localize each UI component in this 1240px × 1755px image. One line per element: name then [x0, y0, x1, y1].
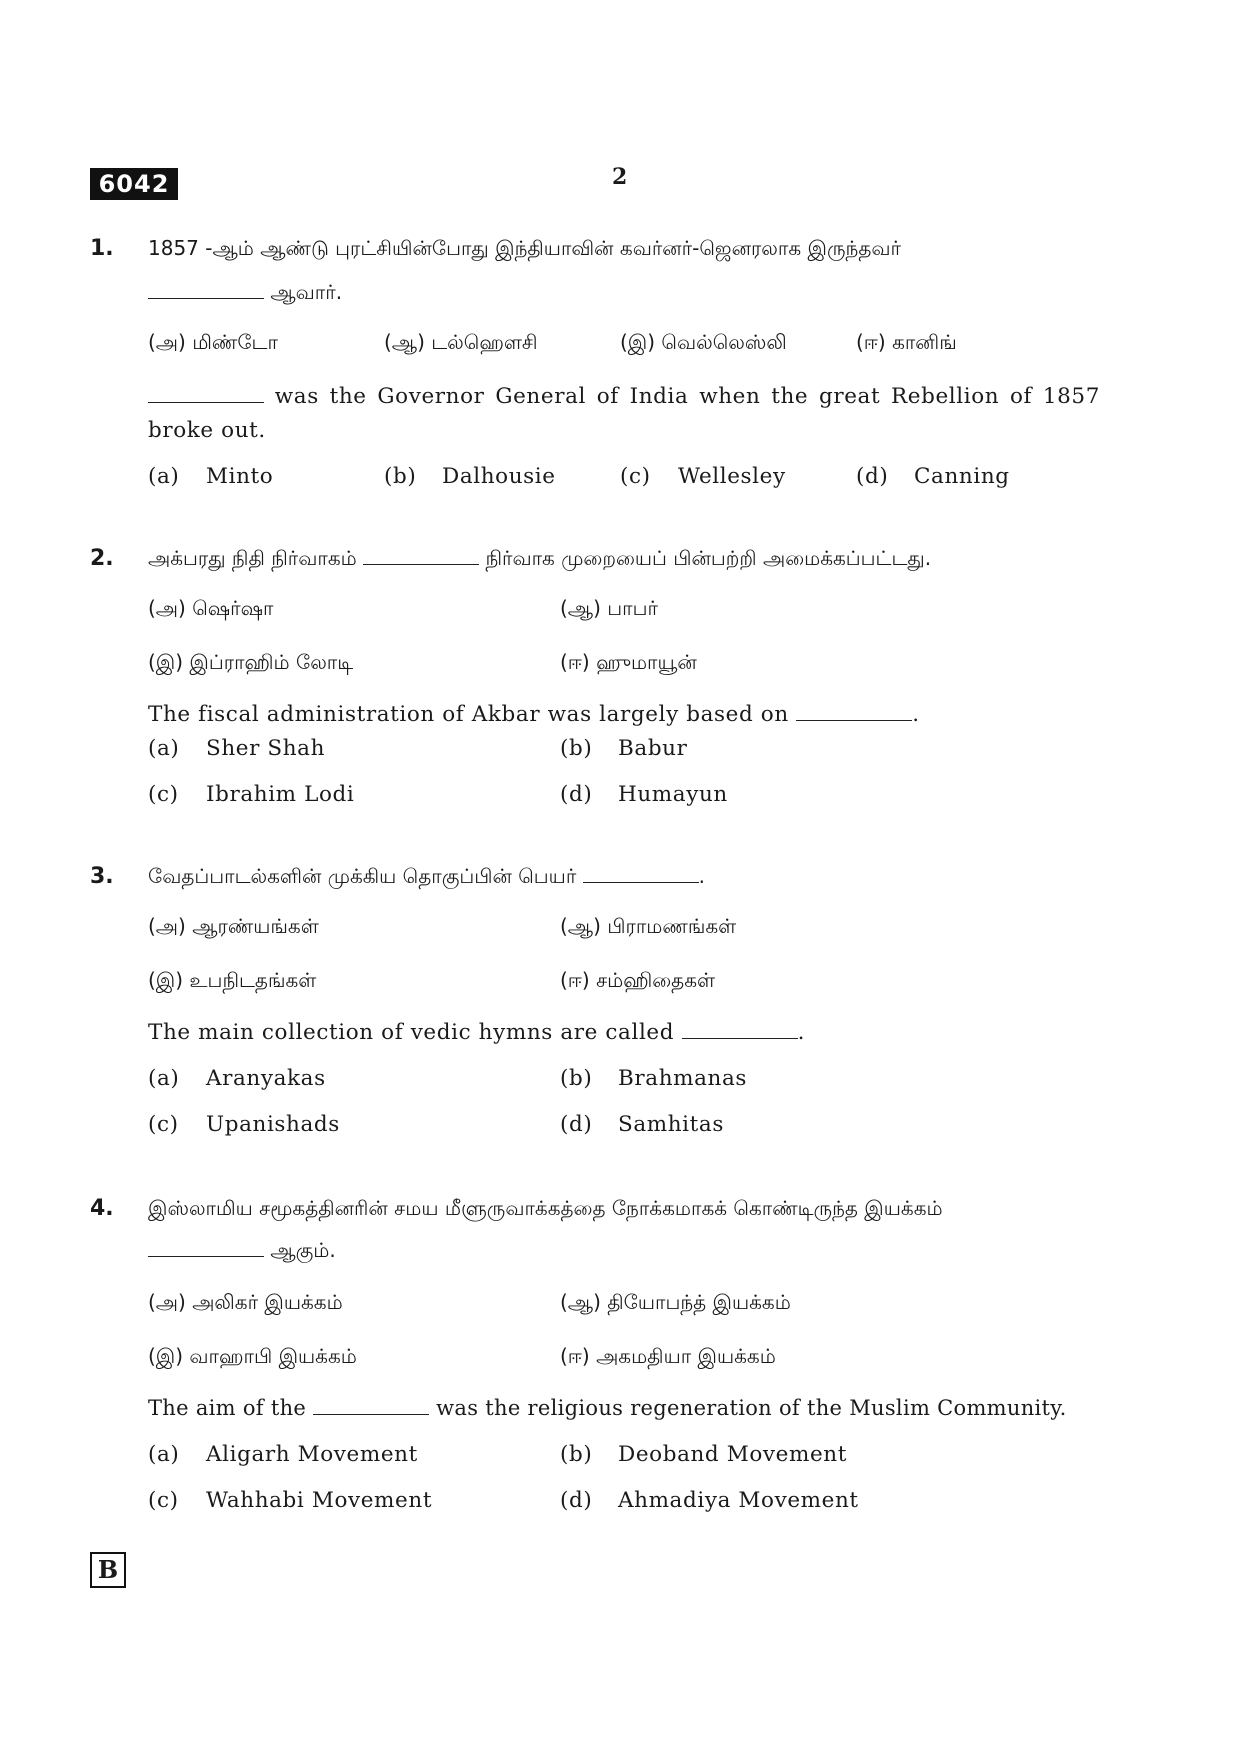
- option-tamil-d: (ஈ) அகமதியா இயக்கம்: [560, 1344, 776, 1368]
- option-label-c: (c): [620, 464, 651, 489]
- option-english-a: Aligarh Movement: [206, 1442, 418, 1467]
- question-number: 3.: [90, 864, 114, 889]
- option-tamil-c: (இ) உபநிடதங்கள்: [148, 968, 317, 992]
- option-label-d: (d): [560, 1488, 593, 1513]
- option-english-b: Dalhousie: [442, 464, 556, 489]
- option-label-b: (b): [560, 736, 593, 761]
- question-number: 4.: [90, 1196, 114, 1221]
- question-text-tamil-cont: ஆகும்.: [148, 1238, 336, 1265]
- option-english-d: Humayun: [618, 782, 728, 807]
- answer-blank: [148, 280, 264, 299]
- option-english-b: Deoband Movement: [618, 1442, 847, 1467]
- option-tamil-c: (இ) வெல்லெஸ்லி: [620, 330, 787, 354]
- option-english-a: Minto: [206, 464, 274, 489]
- question-text-tamil: இஸ்லாமிய சமூகத்தினரின் சமய மீளுருவாக்கத்தை நோக்கமாகக் கொண்டிருந்த இயக்கம்: [148, 1196, 943, 1220]
- option-tamil-d: (ஈ) கானிங்: [856, 330, 957, 354]
- option-tamil-d: (ஈ) ஹுமாயூன்: [560, 650, 697, 674]
- question-number: 2.: [90, 546, 114, 571]
- option-english-d: Samhitas: [618, 1112, 724, 1137]
- option-english-d: Canning: [914, 464, 1010, 489]
- option-english-a: Sher Shah: [206, 736, 326, 761]
- answer-blank: [682, 1020, 798, 1039]
- question-text-english-cont: broke out.: [148, 418, 266, 443]
- option-label-b: (b): [560, 1066, 593, 1091]
- option-english-b: Babur: [618, 736, 688, 761]
- option-label-a: (a): [148, 464, 180, 489]
- option-tamil-a: (அ) ஷெர்ஷா: [148, 596, 274, 620]
- series-box: B: [90, 1552, 126, 1588]
- option-tamil-a: (அ) மிண்டோ: [148, 330, 278, 354]
- question-text-tamil: 1857 -ஆம் ஆண்டு புரட்சியின்போது இந்தியாவின் கவர்னர்-ஜெனரலாக இருந்தவர்: [148, 236, 901, 260]
- option-english-a: Aranyakas: [206, 1066, 326, 1091]
- option-english-d: Ahmadiya Movement: [618, 1488, 859, 1513]
- option-tamil-b: (ஆ) டல்ஹௌசி: [384, 330, 538, 354]
- option-english-c: Wahhabi Movement: [206, 1488, 433, 1513]
- option-english-c: Wellesley: [678, 464, 786, 489]
- question-text-tamil-cont: ஆவார்.: [148, 280, 342, 307]
- option-tamil-b: (ஆ) பிராமணங்கள்: [560, 914, 737, 938]
- question-text-english: was the Governor General of India when the great Rebellion of 1857: [148, 384, 1100, 409]
- option-tamil-b: (ஆ) தியோபந்த் இயக்கம்: [560, 1290, 791, 1314]
- option-label-b: (b): [560, 1442, 593, 1467]
- option-label-c: (c): [148, 1112, 179, 1137]
- answer-blank: [148, 1238, 264, 1257]
- option-tamil-c: (இ) இப்ராஹிம் லோடி: [148, 650, 354, 674]
- question-number: 1.: [90, 236, 114, 261]
- paper-code: 6042: [90, 168, 178, 200]
- question-text-tamil: வேதப்பாடல்களின் முக்கிய தொகுப்பின் பெயர் .: [148, 864, 705, 888]
- question-text-english: The aim of the was the religious regeneration of the Muslim Community.: [148, 1396, 1067, 1420]
- page-number: 2: [612, 164, 628, 190]
- question-text-english: The fiscal administration of Akbar was largely based on .: [148, 702, 920, 727]
- answer-blank: [583, 864, 699, 883]
- option-label-d: (d): [560, 1112, 593, 1137]
- option-tamil-c: (இ) வாஹாபி இயக்கம்: [148, 1344, 357, 1368]
- option-tamil-d: (ஈ) சம்ஹிதைகள்: [560, 968, 716, 992]
- option-label-c: (c): [148, 1488, 179, 1513]
- option-english-b: Brahmanas: [618, 1066, 748, 1091]
- option-tamil-a: (அ) ஆரண்யங்கள்: [148, 914, 319, 938]
- question-text-tamil: அக்பரது நிதி நிர்வாகம் நிர்வாக முறையைப் பின்பற்றி அமைக்கப்பட்டது.: [148, 546, 932, 570]
- answer-blank: [363, 546, 479, 565]
- option-label-b: (b): [384, 464, 417, 489]
- option-label-a: (a): [148, 736, 180, 761]
- option-tamil-b: (ஆ) பாபர்: [560, 596, 658, 620]
- answer-blank: [796, 702, 912, 721]
- option-label-a: (a): [148, 1066, 180, 1091]
- question-text-english: The main collection of vedic hymns are called .: [148, 1020, 805, 1045]
- option-label-c: (c): [148, 782, 179, 807]
- answer-blank: [313, 1396, 429, 1415]
- option-english-c: Ibrahim Lodi: [206, 782, 355, 807]
- option-english-c: Upanishads: [206, 1112, 340, 1137]
- answer-blank: [148, 384, 264, 403]
- option-tamil-a: (அ) அலிகர் இயக்கம்: [148, 1290, 343, 1314]
- option-label-a: (a): [148, 1442, 180, 1467]
- option-label-d: (d): [856, 464, 889, 489]
- option-label-d: (d): [560, 782, 593, 807]
